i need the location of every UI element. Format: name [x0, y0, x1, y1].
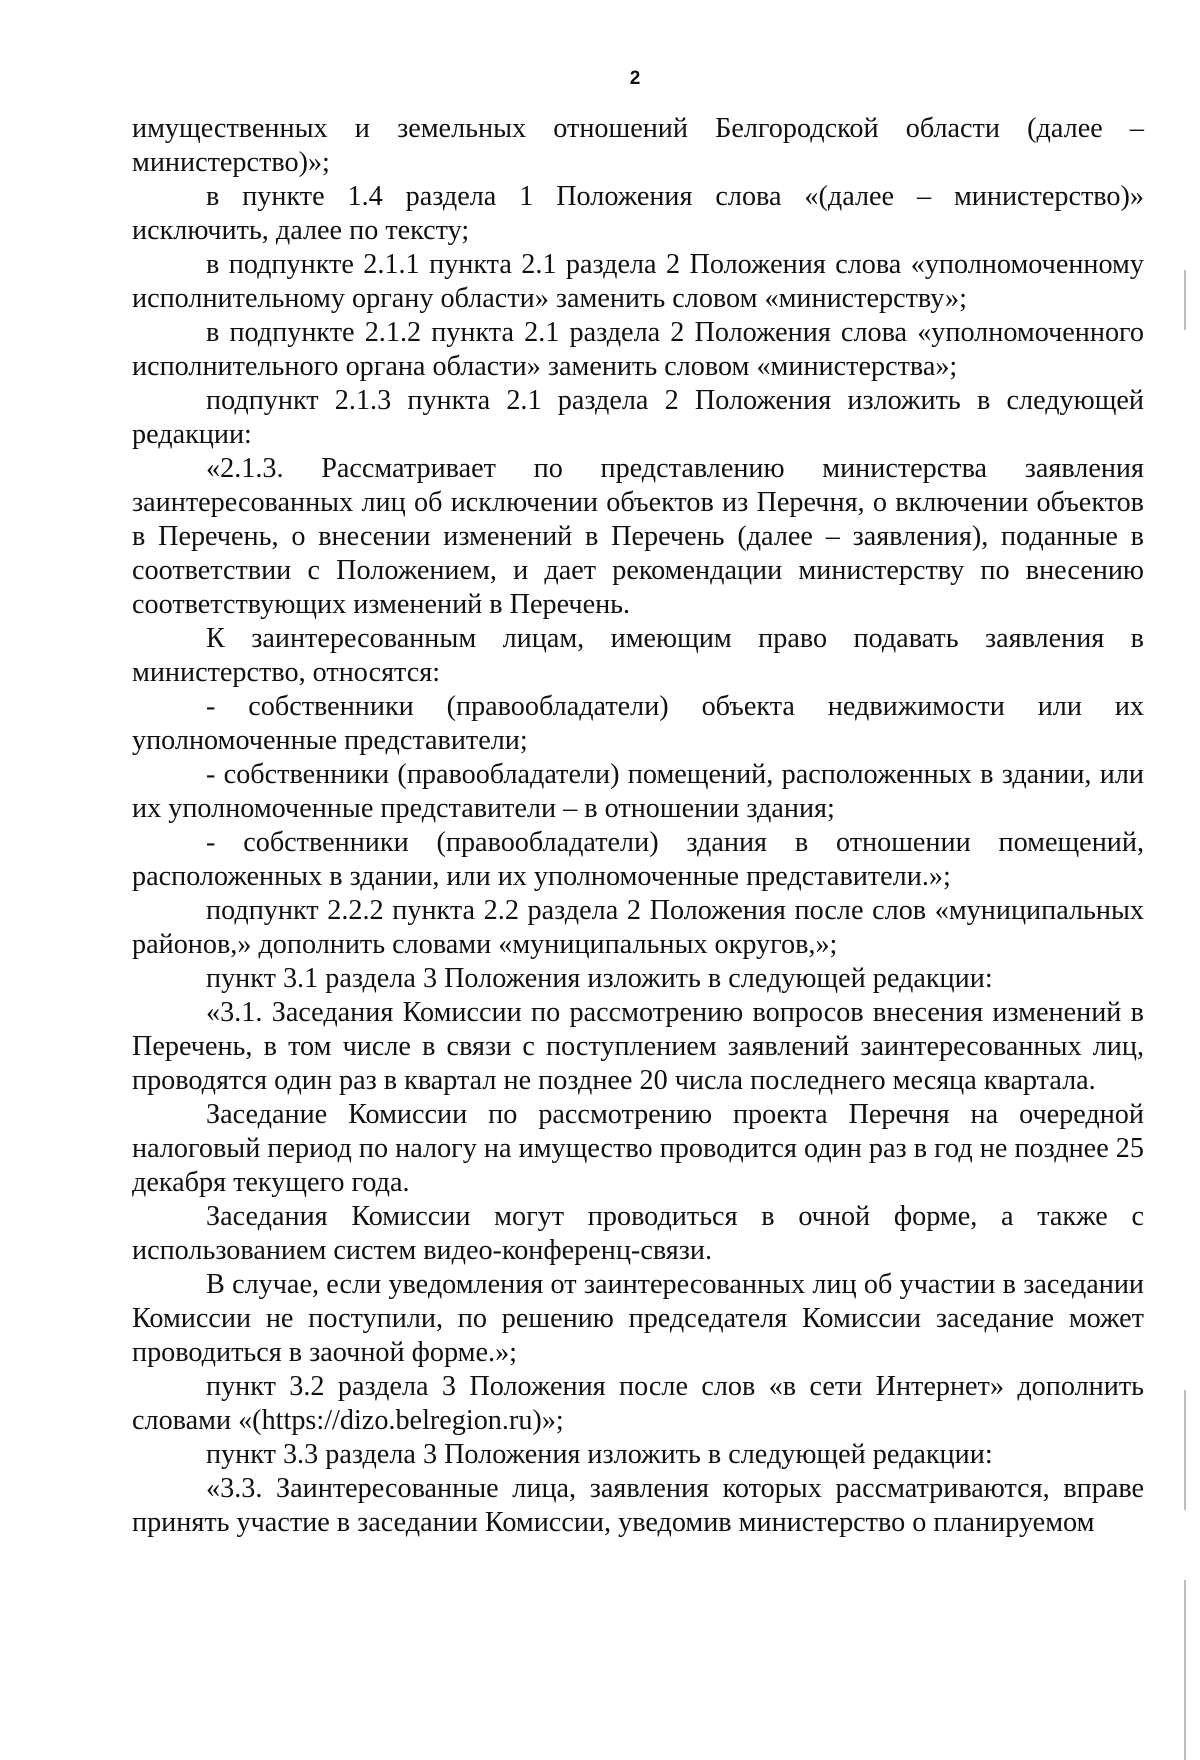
- paragraph-12: пункт 3.1 раздела 3 Положения изложить в следующей редакции:: [206, 963, 993, 994]
- paragraph-4: в подпункте 2.1.2 пункта 2.1 раздела 2 Положения слова «уполномоченного исполнительного органа области» заменить словом «министерства»;: [132, 317, 1144, 382]
- paragraph-8: - собственники (правообладатели) объекта недвижимости или их уполномоченные представители;: [132, 691, 1144, 756]
- document-body: [132, 112, 1144, 1540]
- page-number: 2: [629, 68, 641, 89]
- scan-edge-mark: [1184, 1580, 1186, 1760]
- paragraph-7: К заинтересованным лицам, имеющим право подавать заявления в министерство, относятся:: [132, 623, 1144, 688]
- paragraph-18: пункт 3.3 раздела 3 Положения изложить в следующей редакции:: [206, 1439, 993, 1470]
- paragraph-15: Заседания Комиссии могут проводиться в очной форме, а также с использованием систем видео-конференц-связи.: [132, 1201, 1144, 1266]
- paragraph-17: пункт 3.2 раздела 3 Положения после слов «в сети Интернет» дополнить словами «(https://dizo.belregion.ru)»;: [132, 1371, 1144, 1436]
- paragraph-10: - собственники (правообладатели) здания в отношении помещений, расположенных в здании, или их уполномоченные представители.»;: [132, 827, 1144, 892]
- paragraph-2: в пункте 1.4 раздела 1 Положения слова «(далее – министерство)» исключить, далее по тексту;: [132, 181, 1144, 246]
- scan-edge-mark: [1184, 270, 1186, 330]
- paragraph-1: имущественных и земельных отношений Белгородской области (далее – министерство)»;: [132, 113, 1144, 178]
- paragraph-3: в подпункте 2.1.1 пункта 2.1 раздела 2 Положения слова «уполномоченному исполнительному органу области» заменить словом «министерству»;: [132, 249, 1144, 314]
- paragraph-14: Заседание Комиссии по рассмотрению проекта Перечня на очередной налоговый период по налогу на имущество проводится один раз в год не позднее 25 декабря текущего года.: [132, 1099, 1144, 1198]
- paragraph-9: - собственники (правообладатели) помещений, расположенных в здании, или их уполномоченные представители – в отношении здания;: [132, 759, 1144, 824]
- paragraph-11: подпункт 2.2.2 пункта 2.2 раздела 2 Положения после слов «муниципальных районов,» дополнить словами «муниципальных округов,»;: [132, 895, 1144, 960]
- paragraph-16: В случае, если уведомления от заинтересованных лиц об участии в заседании Комиссии не поступили, по решению председателя Комиссии заседание может проводиться в заочной форме.»;: [132, 1269, 1144, 1368]
- paragraph-5: подпункт 2.1.3 пункта 2.1 раздела 2 Положения изложить в следующей редакции:: [132, 385, 1144, 450]
- paragraph-13: «3.1. Заседания Комиссии по рассмотрению вопросов внесения изменений в Перечень, в том числе в связи с поступлением заявлений заинтересованных лиц, проводятся один раз в квартал не позднее 20 числа последнего месяца квартала.: [132, 997, 1144, 1096]
- paragraph-19: «3.3. Заинтересованные лица, заявления которых рассматриваются, вправе принять участие в заседании Комиссии, уведомив министерство о планируемом: [132, 1473, 1144, 1538]
- paragraph-6: «2.1.3. Рассматривает по представлению министерства заявления заинтересованных лиц об исключении объектов из Перечня, о включении объектов в Перечень, о внесении изменений в Перечень (далее – заявления), поданные в соответствии с Положением, и дает рекомендации министерству по внесению соответствующих изменений в Перечень.: [132, 453, 1144, 620]
- scan-edge-mark: [1184, 1390, 1186, 1510]
